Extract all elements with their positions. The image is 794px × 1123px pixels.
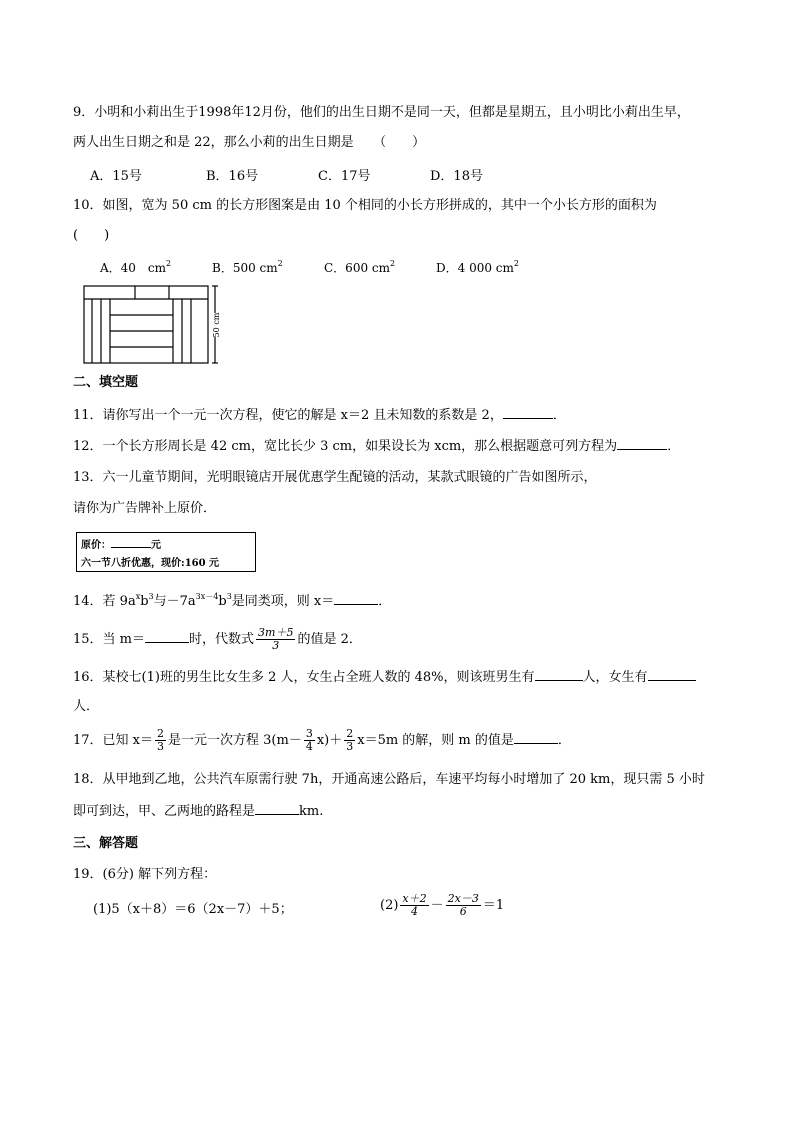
q18-line1: 18．从甲地到乙地，公共汽车原需行驶 7h，开通高速公路后，车速平均每小时增加了 20 km，现只需 5 小时 (73, 772, 705, 787)
q10-option-b: B．500 $cm^2$ (212, 259, 283, 275)
fraction: $\frac{2x-3}{6}$ (447, 892, 479, 918)
answer-blank[interactable] (535, 668, 583, 681)
q10-option-c: C．600 $cm^2$ (324, 259, 396, 275)
section-fill-in-title: 二、填空题 (73, 375, 139, 390)
answer-blank[interactable] (334, 592, 378, 605)
q18-line2: 即可到达，甲、乙两地的路程是 km. (73, 804, 324, 819)
rectangle-tiling-figure (83, 285, 233, 365)
q9-option-a: A．15号 (90, 169, 142, 184)
q10-option-a: A．40 $cm^2$ (100, 259, 172, 275)
ad-discount-price: 六一节八折优惠，现价:160 元 (81, 558, 220, 569)
q11: 11．请你写出一个一元一次方程，使它的解是 x＝2 且未知数的系数是 2， ． (73, 408, 566, 423)
q14: 14．若 $9a^xb^3$与$-7a^{3x-4}b^3$是同类项，则 x＝ ． (73, 592, 392, 609)
answer-blank[interactable] (514, 731, 558, 744)
q13-line2: 请你为广告牌补上原价． (73, 501, 217, 516)
answer-blank[interactable] (145, 630, 189, 643)
fraction: $\frac{3}{4}$ (305, 727, 313, 753)
q9-line1: 9．小明和小莉出生于1998年12月份，他们的出生日期不是同一天，但都是星期五，且小明比小莉出生早， (73, 105, 690, 120)
q10-line2: ( ) (73, 228, 110, 243)
answer-blank[interactable] (648, 668, 696, 681)
answer-blank[interactable] (255, 802, 299, 815)
ad-original-price: 原价： 元 (81, 536, 161, 551)
q9-option-b: B．16号 (206, 169, 259, 184)
fraction: $\frac{3m+5}{3}$ (258, 626, 294, 652)
fraction: $\frac{x+2}{4}$ (402, 892, 427, 918)
dimension-label: 50 cm (212, 312, 221, 338)
q19-title: 19．(6分) 解下列方程： (73, 867, 217, 882)
q9-option-d: D．18号 (430, 169, 483, 184)
q9-line2: 两人出生日期之和是 22，那么小莉的出生日期是 （ ） (73, 135, 426, 150)
outer-rectangle (84, 286, 208, 363)
q10-option-d: D．4 000 $cm^2$ (436, 259, 519, 275)
q19-part1: (1)5（x＋8）＝6（2x－7）＋5； (93, 902, 293, 917)
q16-line1: 16．某校七(1)班的男生比女生多 2 人，女生占全班人数的 48%，则该班男生有 人，女生有 (73, 668, 696, 687)
q19-part2: (2) $\frac{x+2}{4}$ － $\frac{2x-3}{6}$ ＝1 (380, 892, 505, 918)
fraction: $\frac{2}{3}$ (157, 727, 165, 753)
section-answer-title: 三、解答题 (73, 836, 139, 851)
q9-option-c: C．17号 (318, 169, 371, 184)
q13-line1: 13．六一儿童节期间，光明眼镜店开展优惠学生配镜的活动，某款式眼镜的广告如图所示， (73, 470, 597, 485)
fraction: $\frac{2}{3}$ (346, 727, 354, 753)
q10-line1: 10．如图，宽为 50 cm 的长方形图案是由 10 个相同的小长方形拼成的，其中一个小长方形的面积为 (73, 198, 657, 213)
answer-blank[interactable] (617, 437, 667, 450)
q12: 12．一个长方形周长是 42 cm，宽比长少 3 cm，如果设长为 xcm，那么根据题意可列方程为 ． (73, 439, 681, 454)
q16-line2: 人． (73, 699, 100, 714)
q15: 15．当 m＝ 时，代数式 $\frac{3m+5}{3}$ 的值是 2． (73, 626, 362, 652)
answer-blank[interactable] (503, 406, 553, 419)
q17: 17．已知 x＝ $\frac{2}{3}$ 是一元一次方程 3(m－ $\frac{3}{4}$ x)＋ $\frac{2}{3}$ x＝5m 的解，则 m 的值是 ． (73, 727, 571, 753)
answer-blank[interactable] (111, 537, 151, 548)
advertisement-board (76, 532, 256, 572)
